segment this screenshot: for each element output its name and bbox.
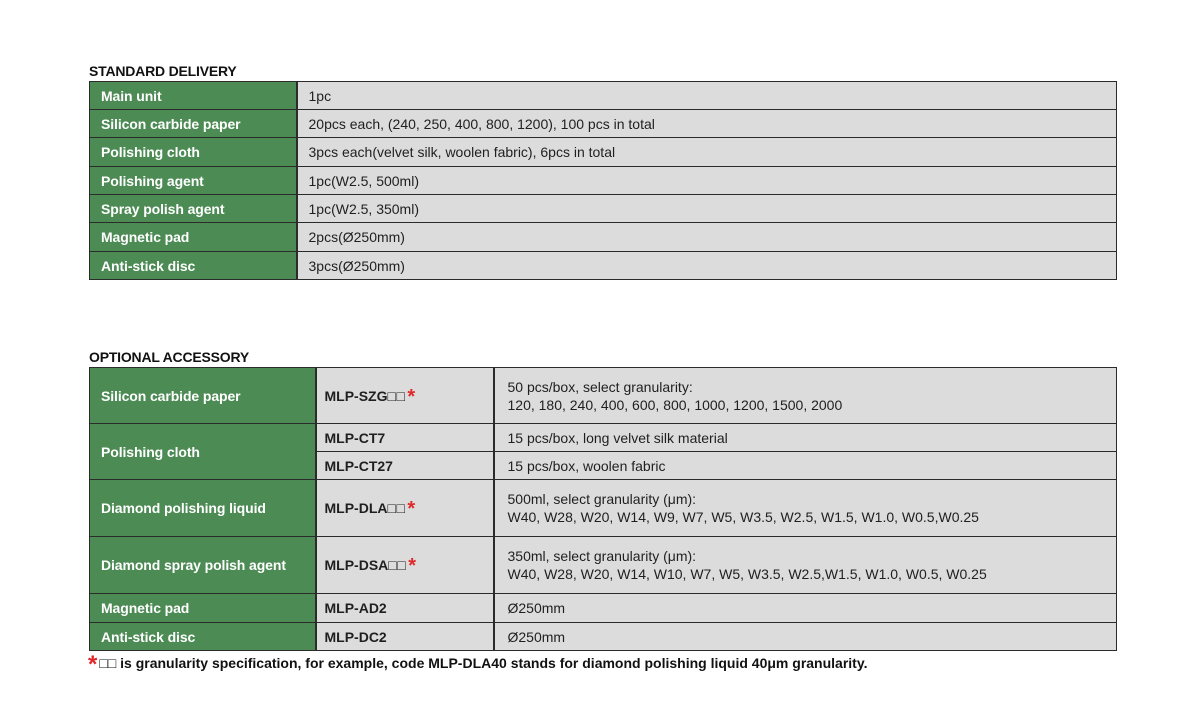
asterisk-mark: * [407,385,416,408]
description-line: 500ml, select granularity (μm): [507,491,697,507]
product-code [316,480,494,537]
description-line: W40, W28, W20, W14, W9, W7, W5, W3.5, W2.5, W1.5, W1.0, W0.5,W0.25 [507,509,979,525]
code-text: MLP-CT27 [324,457,393,474]
standard-delivery-table [89,81,1117,280]
product-description [494,537,1117,594]
description-line: 350ml, select granularity (μm): [507,548,697,564]
description-line: Ø250mm [507,600,566,616]
description-line: 15 pcs/box, long velvet silk material [507,429,728,446]
table-row [90,138,1117,167]
product-code [316,368,494,424]
product-description [494,594,1117,623]
asterisk-mark: * [407,498,416,520]
row-label: Spray polish agent [90,195,297,223]
row-value: 1pc [297,82,1117,110]
asterisk-mark: * [408,555,416,577]
row-label: Main unit [90,82,297,110]
description-line: W40, W28, W20, W14, W10, W7, W5, W3.5, W2.5,W1.5, W1.0, W0.5, W0.25 [507,566,987,582]
table-row [90,82,1117,110]
row-label: Magnetic pad [90,223,297,252]
product-code [316,452,494,480]
optional-accessory-title: OPTIONAL ACCESSORY [89,349,250,365]
description-line: 50 pcs/box, select granularity: [507,378,693,395]
row-label: Polishing cloth [90,424,316,480]
row-label: Silicon carbide paper [90,368,316,424]
row-label: Anti-stick disc [90,252,297,280]
table-row [90,368,1117,424]
code-text: MLP-SZG [324,387,388,404]
product-code [316,424,494,452]
description-line: 15 pcs/box, woolen fabric [507,457,666,474]
row-label: Polishing agent [90,167,297,195]
code-text: MLP-DC2 [324,628,387,645]
row-label: Magnetic pad [90,594,316,623]
granularity-boxes: □□ [387,387,406,404]
product-description [494,424,1117,452]
product-description [494,368,1117,424]
row-value: 1pc(W2.5, 350ml) [297,195,1117,223]
row-label: Diamond polishing liquid [90,480,316,537]
row-value: 20pcs each, (240, 250, 400, 800, 1200), 100 pcs in total [297,110,1117,138]
table-row [90,223,1117,252]
row-label: Silicon carbide paper [90,110,297,138]
asterisk-mark: * [88,651,98,678]
product-description [494,452,1117,480]
table-row [90,424,1117,452]
product-code [316,623,494,651]
row-value: 2pcs(Ø250mm) [297,223,1117,252]
description-line: 120, 180, 240, 400, 600, 800, 1000, 1200, 1500, 2000 [507,396,843,413]
row-value: 3pcs(Ø250mm) [297,252,1117,280]
standard-delivery-title: STANDARD DELIVERY [89,63,237,79]
table-row [90,537,1117,594]
row-label: Diamond spray polish agent [90,537,316,594]
product-description [494,623,1117,651]
row-value: 3pcs each(velvet silk, woolen fabric), 6pcs in total [297,138,1117,167]
optional-accessory-table [89,367,1117,651]
table-row [90,623,1117,651]
table-row [90,480,1117,537]
row-value: 1pc(W2.5, 500ml) [297,167,1117,195]
row-label: Polishing cloth [90,138,297,167]
table-row [90,195,1117,223]
code-text: MLP-DLA [324,500,388,516]
table-row [90,110,1117,138]
code-text: MLP-AD2 [324,600,387,616]
product-code [316,594,494,623]
granularity-footnote [88,651,868,678]
code-text: MLP-CT7 [324,429,386,446]
granularity-boxes: □□ [388,557,407,573]
table-row [90,167,1117,195]
table-row [90,594,1117,623]
row-label: Anti-stick disc [90,623,316,651]
granularity-boxes: □□ [387,500,406,516]
product-description [494,480,1117,537]
description-line: Ø250mm [507,628,566,645]
table-row [90,252,1117,280]
footnote-text: □□ is granularity specification, for example, code MLP-DLA40 stands for diamond polishing liquid 40μm granularity. [99,655,868,671]
product-code [316,537,494,594]
code-text: MLP-DSA [324,557,389,573]
